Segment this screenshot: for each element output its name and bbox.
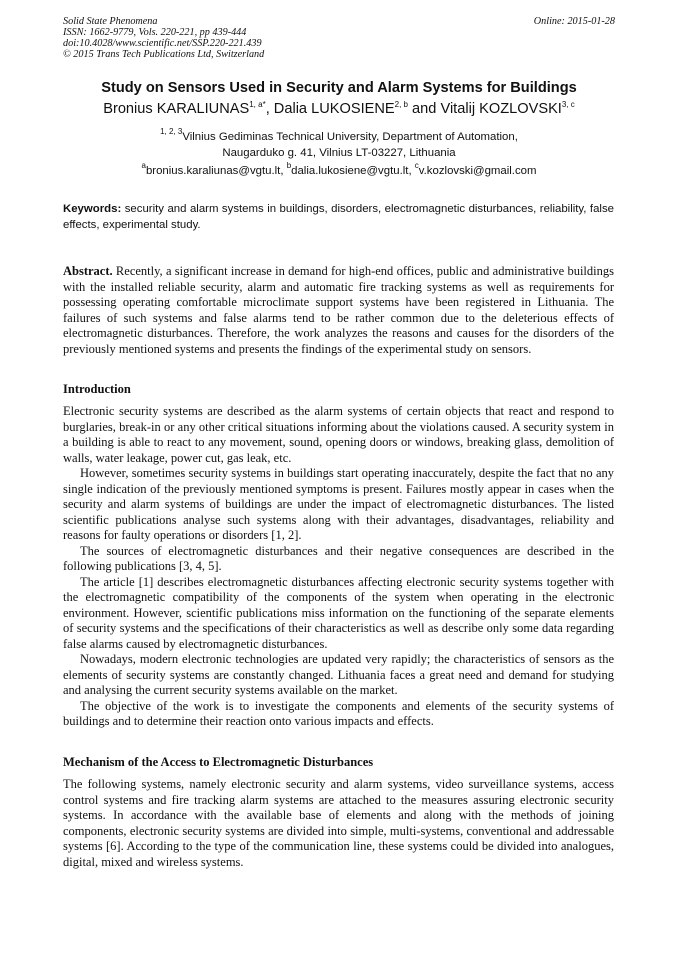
- paragraph: The following systems, namely electronic security and alarm systems, video surveillance systems, access control systems and fire tracking alarm systems are attached to the measures assuring electronic security systems. In accordance with the available base of elements and along with the methods of joining components, electronic security systems are divided into simple, multi-systems, conventional and addressable systems [6]. According to the type of the communication line, these systems could be divided into analogues, digital, mixed and wireless systems.: [63, 777, 614, 869]
- keywords-text: security and alarm systems in buildings, disorders, electromagnetic disturbances, reliability, false effects, experimental study.: [63, 203, 614, 231]
- paragraph: The objective of the work is to investigate the components and elements of the security systems of buildings and to determine their reaction onto various impacts and effects.: [63, 698, 614, 728]
- paragraph: Electronic security systems are described as the alarm systems of certain objects that react and respond to burglaries, break-in or any other critical situations informing about the violations caused. A security system in a building is able to react to any movement, sound, opening doors or windows, breaking glass, demolition of walls, water leakage, power cut, gas leak, etc.: [63, 404, 614, 465]
- paragraph: The article [1] describes electromagnetic disturbances affecting electronic security systems together with the electromagnetic compatibility of the components of the system when operating in the electronic environment. However, scientific publications miss information on the functioning of the separate elements of security systems and the specifications of their characteristics as well as describe only some data regarding false alarms caused by electromagnetic disturbances.: [63, 574, 614, 651]
- journal-name: Solid State Phenomena: [63, 16, 158, 27]
- doi-line: doi:10.4028/www.scientific.net/SSP.220-221.439: [63, 38, 262, 49]
- copyright-line: © 2015 Trans Tech Publications Ltd, Switzerland: [63, 49, 265, 60]
- abstract-text: Recently, a significant increase in demand for high-end offices, public and administrative buildings with the installed reliable security, alarm and automatic fire tracking systems as well as requirements for possessing operating comfortable microclimate support systems have been registered in Lithuania. The failures of such systems and false alarms tend to be rather common due to the deleterious effects of electromagnetic disturbances. Therefore, the work analyzes the reasons and causes for the disorders of the previously mentioned systems and presents the findings of the experimental study on sensors.: [63, 264, 614, 356]
- section-heading-introduction: Introduction: [63, 382, 131, 396]
- email-link[interactable]: bronius.karaliunas@vgtu.lt: [145, 165, 281, 177]
- affiliation-line-1: Vilnius Gediminas Technical University, Department of Automation,: [182, 131, 518, 143]
- paragraph: However, sometimes security systems in buildings start operating inaccurately, despite the fact that no any single indication of the previously mentioned symptoms is present. Failures mostly appear in cases when the security and alarm systems of buildings are under the impact of electromagnetic disturbances. The listed scientific publications analyse such systems along with their advantages, disadvantages, reliability and reasons for faulty operations or disorders [1, 2].: [63, 466, 614, 542]
- affiliation-line-2: Naugarduko g. 41, Vilnius LT-03227, Lithuania: [222, 147, 456, 159]
- affiliation: [0, 129, 678, 161]
- keywords-label: Keywords:: [63, 203, 122, 215]
- author-name: Vitalij KOZLOVSKI: [440, 101, 562, 117]
- introduction-body: [63, 404, 614, 730]
- abstract: [63, 264, 614, 357]
- email-link[interactable]: dalia.lukosiene@vgtu.lt: [291, 165, 409, 177]
- author-sup: 3, c: [561, 100, 575, 109]
- email-link[interactable]: v.kozlovski@gmail.com: [418, 165, 537, 177]
- journal-header: [63, 16, 264, 60]
- keywords: [63, 202, 614, 233]
- paragraph: The sources of electromagnetic disturbances and their negative consequences are described in the following publications [3, 4, 5].: [63, 543, 614, 573]
- author-list: Bronius $KARALIUNAS^{1, a*}$, Dalia LUKOSIENE$^{2, b}$ and Vitalij KOZLOVSKI$^{3, c}$: [103, 100, 575, 117]
- paragraph: Nowadays, modern electronic technologies are updated very rapidly; the characteristics of sensors as the elements of security systems are constantly changed. Lithuania faces a great need and demand for studying and analysing the current security systems available on the market.: [63, 652, 614, 697]
- author-name: Dalia LUKOSIENE: [273, 101, 395, 117]
- affiliation-sup: 1, 2, 3: [160, 127, 183, 136]
- author-sup: 2, b: [394, 100, 408, 109]
- abstract-label: Abstract.: [63, 264, 113, 278]
- section-heading-mechanism: Mechanism of the Access to Electromagnetic Disturbances: [63, 755, 374, 769]
- mechanism-body: [63, 777, 614, 870]
- author-name: Bronius KARALIUNAS: [103, 101, 250, 117]
- author-sup: 1, a*: [249, 100, 266, 109]
- issn-line: ISSN: 1662-9779, Vols. 220-221, pp 439-444: [63, 27, 247, 38]
- online-date: Online: 2015-01-28: [533, 16, 615, 27]
- email-list: $^a$bronius.karaliunas@vgtu.lt, $^b$dalia.lukosiene@vgtu.lt, $^c$v.kozlovski@gmail.com: [141, 161, 537, 177]
- paper-title: Study on Sensors Used in Security and Alarm Systems for Buildings: [101, 80, 577, 96]
